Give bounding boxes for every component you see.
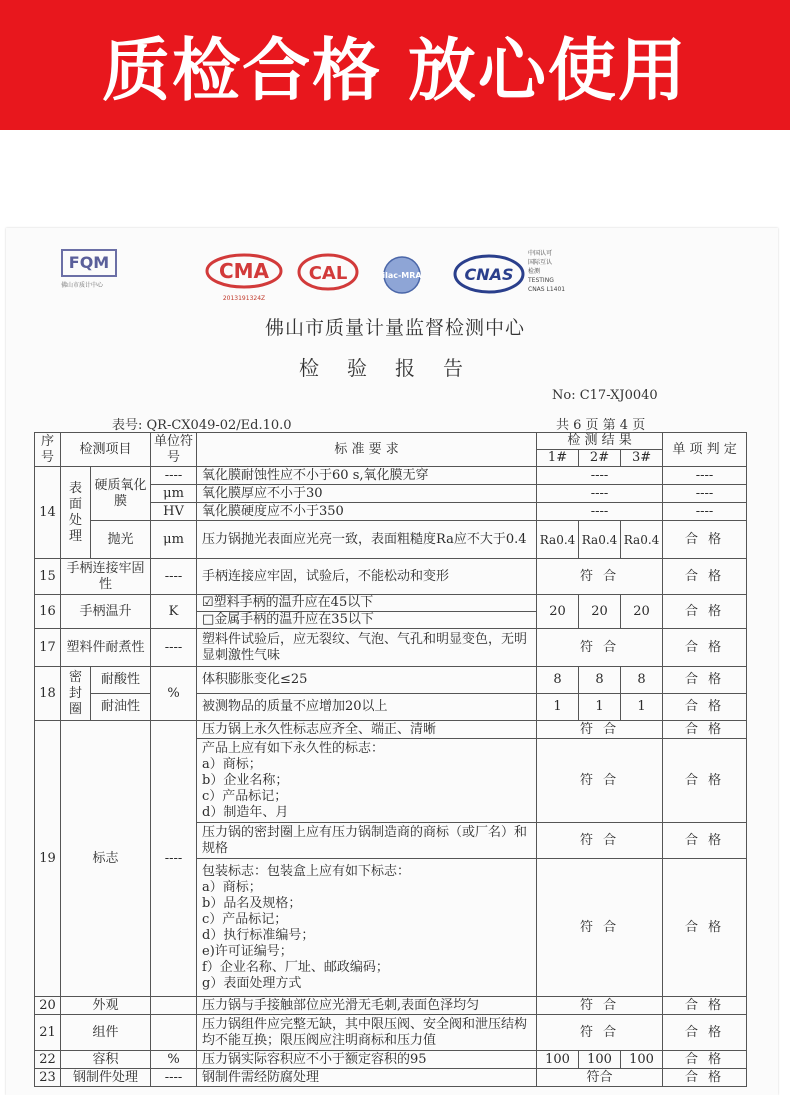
fqm-logo: FQM 佛山市质计中心 bbox=[61, 249, 117, 289]
table-row: 耐油性 被测物品的质量不应增加20以上 1 1 1 合 格 bbox=[35, 694, 747, 721]
header-standard: 标 准 要 求 bbox=[197, 433, 537, 467]
header-unit: 单位符号 bbox=[151, 433, 197, 467]
inspection-table bbox=[34, 432, 747, 1087]
header-seq: 序号 bbox=[35, 433, 61, 467]
table-row: 23 钢制件处理 ---- 钢制件需经防腐处理 符合 合 格 bbox=[35, 1069, 747, 1087]
header-results: 检 测 结 果 bbox=[537, 433, 663, 450]
table-row: 产品上应有如下永久性的标志： a）商标； b）企业名称； c）产品标记； d）制造年、月 符 合 合 格 bbox=[35, 739, 747, 823]
ilac-logo bbox=[374, 255, 430, 299]
table-row: 14 表面处理 硬质氧化膜 ---- 氧化膜耐蚀性应不小于60 s,氧化膜无穿 ---- ---- bbox=[35, 467, 747, 485]
table-row: 22 容积 % 压力锅实际容积应不小于额定容积的95 100 100 100 合 格 bbox=[35, 1051, 747, 1069]
table-row: 21 组件 压力锅组件应完整无缺，其中限压阀、安全阀和泄压结构均不能互换；限压阀应注明商标和压力值 符 合 合 格 bbox=[35, 1015, 747, 1051]
svg-text:CMA: CMA bbox=[218, 259, 270, 283]
cnas-caption: 中国认可 国际互认 检测 TESTING CNAS L1401 bbox=[528, 250, 566, 293]
form-number: 表号: QR-CX049-02/Ed.10.0 bbox=[112, 418, 292, 433]
report-number: No: C17-XJ0040 bbox=[552, 388, 658, 403]
header-sample-3: 3# bbox=[621, 450, 663, 467]
table-row: 18 密封圈 耐酸性 % 体积膨胀变化≤25 8 8 8 合 格 bbox=[35, 667, 747, 694]
banner-title: 质检合格 放心使用 bbox=[102, 31, 688, 111]
header-sample-2: 2# bbox=[579, 450, 621, 467]
table-row: □金属手柄的温升应在35以下 bbox=[35, 612, 747, 629]
table-row: 17 塑料件耐煮性 ---- 塑料件试验后，应无裂纹、气泡、气孔和明显变色，无明显刺激性气味 符 合 合 格 bbox=[35, 629, 747, 667]
table-row: 20 外观 压力锅与手接触部位应光滑无毛刺,表面色泽均匀 符 合 合 格 bbox=[35, 997, 747, 1015]
table-header-row bbox=[35, 433, 747, 450]
table-row: 19 标志 ---- 压力锅上永久性标志应齐全、端正、清晰 符 合 合 格 bbox=[35, 721, 747, 739]
svg-text:CAL: CAL bbox=[308, 263, 348, 284]
promo-banner bbox=[0, 0, 790, 130]
certification-logos bbox=[6, 245, 778, 305]
table-row: 包装标志：包装盒上应有如下标志： a）商标； b）品名及规格； c）产品标记； d）执行标准编号； e)许可证编号； f）企业名称、厂址、邮政编码； g）表面处理方式 符 合 合 格 bbox=[35, 859, 747, 997]
header-verdict: 单 项 判 定 bbox=[663, 433, 747, 467]
organization-name: 佛山市质量计量监督检测中心 bbox=[264, 317, 525, 339]
header-sample-1: 1# bbox=[537, 450, 579, 467]
table-row: 15 手柄连接牢固性 ---- 手柄连接应牢固，试验后，不能松动和变形 符 合 合 格 bbox=[35, 559, 747, 595]
table-row: 16 手柄温升 K ☑塑料手柄的温升应在45以下 20 20 20 合 格 bbox=[35, 595, 747, 612]
table-row: 压力锅的密封圈上应有压力锅制造商的商标（或厂名）和规格 符 合 合 格 bbox=[35, 823, 747, 859]
table-row: μm 氧化膜厚应不小于30 ---- ---- bbox=[35, 485, 747, 503]
header-item: 检测项目 bbox=[61, 433, 151, 467]
svg-text:ilac-MRA: ilac-MRA bbox=[382, 271, 422, 280]
table-row: HV 氧化膜硬度应不小于350 ---- ---- bbox=[35, 503, 747, 521]
svg-text:CNAS: CNAS bbox=[464, 265, 514, 284]
table-row: 抛光 μm 压力锅抛光表面应光亮一致，表面粗糙度Ra应不大于0.4 Ra0.4 Ra0.4 Ra0.4 合 格 bbox=[35, 521, 747, 559]
page-count: 共 6 页 第 4 页 bbox=[556, 418, 646, 433]
report-title: 检验报告 bbox=[299, 356, 491, 380]
cnas-logo bbox=[452, 253, 526, 299]
cal-logo bbox=[296, 253, 360, 297]
cma-logo: CMA 2013191324Z bbox=[204, 253, 284, 302]
